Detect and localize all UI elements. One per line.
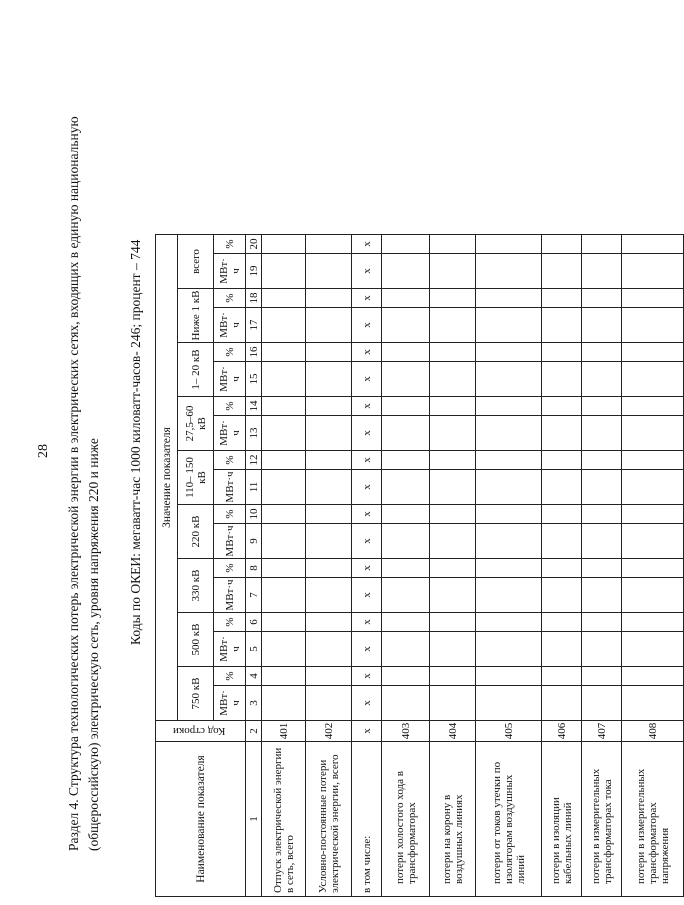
table-row — [352, 235, 382, 897]
value-cell — [306, 632, 352, 667]
value-cell — [262, 308, 306, 343]
header-group-3: 330 кВ — [178, 559, 214, 613]
value-cell — [622, 524, 684, 559]
value-cell — [430, 254, 476, 289]
table-row — [476, 235, 542, 897]
header-pct: % — [214, 667, 246, 686]
column-number: 18 — [246, 289, 262, 308]
header-mwh: МВт·ч — [214, 524, 246, 559]
value-cell — [306, 470, 352, 505]
table-row — [430, 235, 476, 897]
value-cell — [306, 451, 352, 470]
value-cell — [382, 524, 430, 559]
value-cell — [542, 343, 582, 362]
value-cell — [430, 397, 476, 416]
value-cell — [622, 451, 684, 470]
value-cell — [382, 470, 430, 505]
cross-mark: x — [352, 632, 382, 667]
value-cell — [306, 524, 352, 559]
row-name: потери на корону в воздушных линиях — [430, 742, 476, 897]
row-code: 406 — [542, 721, 582, 742]
value-cell — [262, 362, 306, 397]
value-cell — [582, 613, 622, 632]
value-cell — [306, 362, 352, 397]
okei-codes: Коды по ОКЕИ: мегаватт-час 1000 киловатт-часов- 246; процент – 744 — [128, 239, 143, 645]
value-cell — [582, 416, 622, 451]
cross-mark: x — [352, 397, 382, 416]
header-pct: % — [214, 559, 246, 578]
value-cell — [382, 416, 430, 451]
value-cell — [622, 470, 684, 505]
value-cell — [430, 578, 476, 613]
header-mwh: МВт· ч — [214, 416, 246, 451]
value-cell — [430, 613, 476, 632]
value-cell — [476, 470, 542, 505]
table-row — [246, 235, 262, 897]
cross-mark: x — [352, 343, 382, 362]
table-row — [622, 235, 684, 897]
value-cell — [430, 416, 476, 451]
value-cell — [430, 686, 476, 721]
value-cell — [262, 524, 306, 559]
value-cell — [542, 362, 582, 397]
cross-mark: x — [352, 451, 382, 470]
value-cell — [542, 254, 582, 289]
value-cell — [382, 667, 430, 686]
row-name: потери в измерительных трансформаторах тока — [582, 742, 622, 897]
header-pct: % — [214, 397, 246, 416]
header-pct: % — [214, 343, 246, 362]
table-row — [542, 235, 582, 897]
column-number: 2 — [246, 721, 262, 742]
row-name: потери в изоляции кабельных линий — [542, 742, 582, 897]
value-cell — [582, 632, 622, 667]
column-number: 14 — [246, 397, 262, 416]
value-cell — [306, 289, 352, 308]
value-cell — [306, 613, 352, 632]
table-row — [582, 235, 622, 897]
row-code: 401 — [262, 721, 306, 742]
value-cell — [622, 308, 684, 343]
value-cell — [262, 254, 306, 289]
value-cell — [542, 397, 582, 416]
header-pct: % — [214, 235, 246, 254]
header-code-text: Код строки — [172, 725, 226, 737]
value-cell — [582, 470, 622, 505]
value-cell — [582, 289, 622, 308]
value-cell — [476, 308, 542, 343]
value-cell — [430, 289, 476, 308]
cross-mark: x — [352, 254, 382, 289]
column-number: 1 — [246, 742, 262, 897]
cross-mark: x — [352, 362, 382, 397]
column-number: 10 — [246, 505, 262, 524]
value-cell — [262, 470, 306, 505]
value-cell — [430, 308, 476, 343]
value-cell — [382, 397, 430, 416]
row-code: x — [352, 721, 382, 742]
title-line-1: Раздел 4. Структура технологических потерь электрической энергии в электрических сетях, входящих в единую национальную — [66, 116, 81, 851]
value-cell — [382, 505, 430, 524]
value-cell — [582, 235, 622, 254]
value-cell — [262, 505, 306, 524]
value-cell — [476, 289, 542, 308]
column-number: 17 — [246, 308, 262, 343]
header-mwh: МВт· ч — [214, 632, 246, 667]
column-number: 9 — [246, 524, 262, 559]
header-group-7: 1– 20 кВ — [178, 343, 214, 397]
value-cell — [262, 686, 306, 721]
row-name: потери холостого хода в трансформаторах — [382, 742, 430, 897]
value-cell — [306, 416, 352, 451]
value-cell — [542, 235, 582, 254]
value-cell — [476, 686, 542, 721]
value-cell — [382, 632, 430, 667]
row-code: 402 — [306, 721, 352, 742]
header-pct: % — [214, 289, 246, 308]
header-pct: % — [214, 613, 246, 632]
value-cell — [622, 343, 684, 362]
cross-mark: x — [352, 289, 382, 308]
value-cell — [306, 397, 352, 416]
value-cell — [542, 632, 582, 667]
value-cell — [476, 613, 542, 632]
header-group-4: 220 кВ — [178, 505, 214, 559]
header-name: Наименование показателя — [156, 742, 246, 897]
row-code: 405 — [476, 721, 542, 742]
value-cell — [542, 667, 582, 686]
value-cell — [542, 559, 582, 578]
value-cell — [476, 235, 542, 254]
value-cell — [382, 235, 430, 254]
header-group-6: 27,5–60 кВ — [178, 397, 214, 451]
header-values: Значение показателя — [156, 235, 178, 721]
row-name: потери от токов утечки по изоляторам воздушных линий — [476, 742, 542, 897]
value-cell — [430, 235, 476, 254]
value-cell — [542, 613, 582, 632]
value-cell — [262, 451, 306, 470]
value-cell — [542, 451, 582, 470]
table-row — [306, 235, 352, 897]
value-cell — [262, 397, 306, 416]
value-cell — [476, 505, 542, 524]
value-cell — [262, 578, 306, 613]
header-mwh: МВт· ч — [214, 686, 246, 721]
value-cell — [622, 667, 684, 686]
value-cell — [622, 416, 684, 451]
header-pct: % — [214, 505, 246, 524]
value-cell — [382, 559, 430, 578]
value-cell — [582, 397, 622, 416]
table-row — [262, 235, 306, 897]
value-cell — [476, 254, 542, 289]
value-cell — [476, 416, 542, 451]
cross-mark: x — [352, 524, 382, 559]
value-cell — [306, 505, 352, 524]
page-number: 28 — [36, 444, 51, 458]
value-cell — [542, 289, 582, 308]
value-cell — [582, 254, 622, 289]
value-cell — [262, 416, 306, 451]
value-cell — [262, 613, 306, 632]
column-number: 20 — [246, 235, 262, 254]
value-cell — [542, 524, 582, 559]
value-cell — [542, 686, 582, 721]
value-cell — [306, 235, 352, 254]
header-mwh: МВт· ч — [214, 362, 246, 397]
column-number: 15 — [246, 362, 262, 397]
value-cell — [430, 451, 476, 470]
value-cell — [622, 686, 684, 721]
value-cell — [476, 343, 542, 362]
value-cell — [476, 632, 542, 667]
value-cell — [382, 343, 430, 362]
cross-mark: x — [352, 416, 382, 451]
value-cell — [382, 308, 430, 343]
value-cell — [582, 362, 622, 397]
value-cell — [262, 632, 306, 667]
title-line-2: (общероссийскую) электрическую сеть, уровня напряжения 220 и ниже — [86, 438, 101, 851]
value-cell — [622, 289, 684, 308]
value-cell — [542, 416, 582, 451]
value-cell — [306, 667, 352, 686]
value-cell — [476, 397, 542, 416]
value-cell — [306, 308, 352, 343]
value-cell — [542, 470, 582, 505]
value-cell — [622, 632, 684, 667]
value-cell — [262, 235, 306, 254]
header-group-8: Ниже 1 кВ — [178, 289, 214, 343]
value-cell — [622, 362, 684, 397]
cross-mark: x — [352, 235, 382, 254]
value-cell — [430, 632, 476, 667]
value-cell — [306, 578, 352, 613]
header-group-2: 500 кВ — [178, 613, 214, 667]
value-cell — [382, 613, 430, 632]
cross-mark: x — [352, 578, 382, 613]
row-code: 408 — [622, 721, 684, 742]
column-number: 6 — [246, 613, 262, 632]
value-cell — [262, 343, 306, 362]
value-cell — [622, 235, 684, 254]
column-number: 12 — [246, 451, 262, 470]
header-mwh: МВт·ч — [214, 470, 246, 505]
row-name: потери в измерительных трансформаторах напряжения — [622, 742, 684, 897]
cross-mark: x — [352, 470, 382, 505]
section-title — [64, 51, 104, 851]
column-number: 5 — [246, 632, 262, 667]
table-row — [156, 235, 178, 897]
value-cell — [582, 686, 622, 721]
value-cell — [382, 289, 430, 308]
value-cell — [582, 308, 622, 343]
cross-mark: x — [352, 667, 382, 686]
cross-mark: x — [352, 505, 382, 524]
value-cell — [622, 505, 684, 524]
column-number: 11 — [246, 470, 262, 505]
value-cell — [582, 343, 622, 362]
value-cell — [382, 578, 430, 613]
column-number: 4 — [246, 667, 262, 686]
value-cell — [430, 343, 476, 362]
value-cell — [582, 524, 622, 559]
header-mwh: МВт· ч — [214, 308, 246, 343]
value-cell — [582, 578, 622, 613]
column-number: 3 — [246, 686, 262, 721]
value-cell — [306, 686, 352, 721]
value-cell — [262, 667, 306, 686]
value-cell — [622, 254, 684, 289]
cross-mark: x — [352, 308, 382, 343]
row-name: в том числе: — [352, 742, 382, 897]
column-number: 8 — [246, 559, 262, 578]
value-cell — [542, 308, 582, 343]
column-number: 13 — [246, 416, 262, 451]
header-group-9: всего — [178, 235, 214, 289]
value-cell — [306, 343, 352, 362]
value-cell — [306, 559, 352, 578]
value-cell — [306, 254, 352, 289]
value-cell — [476, 559, 542, 578]
value-cell — [542, 505, 582, 524]
value-cell — [476, 451, 542, 470]
value-cell — [430, 505, 476, 524]
value-cell — [430, 362, 476, 397]
row-code: 407 — [582, 721, 622, 742]
value-cell — [476, 362, 542, 397]
value-cell — [476, 578, 542, 613]
column-number: 7 — [246, 578, 262, 613]
value-cell — [622, 578, 684, 613]
value-cell — [430, 470, 476, 505]
row-name: Отпуск электрической энергии в сеть, всего — [262, 742, 306, 897]
header-code — [156, 721, 246, 742]
value-cell — [262, 289, 306, 308]
value-cell — [622, 613, 684, 632]
header-mwh: МВт· ч — [214, 254, 246, 289]
row-code: 403 — [382, 721, 430, 742]
value-cell — [382, 451, 430, 470]
value-cell — [582, 559, 622, 578]
value-cell — [262, 559, 306, 578]
cross-mark: x — [352, 613, 382, 632]
value-cell — [382, 686, 430, 721]
value-cell — [430, 524, 476, 559]
cross-mark: x — [352, 559, 382, 578]
value-cell — [382, 254, 430, 289]
column-number: 19 — [246, 254, 262, 289]
value-cell — [476, 667, 542, 686]
row-name: Условно-постоянные потери электрической энергии, всего — [306, 742, 352, 897]
value-cell — [582, 451, 622, 470]
value-cell — [582, 667, 622, 686]
header-group-1: 750 кВ — [178, 667, 214, 721]
value-cell — [622, 559, 684, 578]
value-cell — [476, 524, 542, 559]
value-cell — [542, 578, 582, 613]
value-cell — [622, 397, 684, 416]
value-cell — [430, 667, 476, 686]
header-pct: % — [214, 451, 246, 470]
header-mwh: МВт·ч — [214, 578, 246, 613]
value-cell — [582, 505, 622, 524]
cross-mark: x — [352, 686, 382, 721]
value-cell — [430, 559, 476, 578]
report-table — [155, 234, 684, 897]
value-cell — [382, 362, 430, 397]
row-code: 404 — [430, 721, 476, 742]
table-row — [382, 235, 430, 897]
column-number: 16 — [246, 343, 262, 362]
header-group-5: 110– 150 кВ — [178, 451, 214, 505]
